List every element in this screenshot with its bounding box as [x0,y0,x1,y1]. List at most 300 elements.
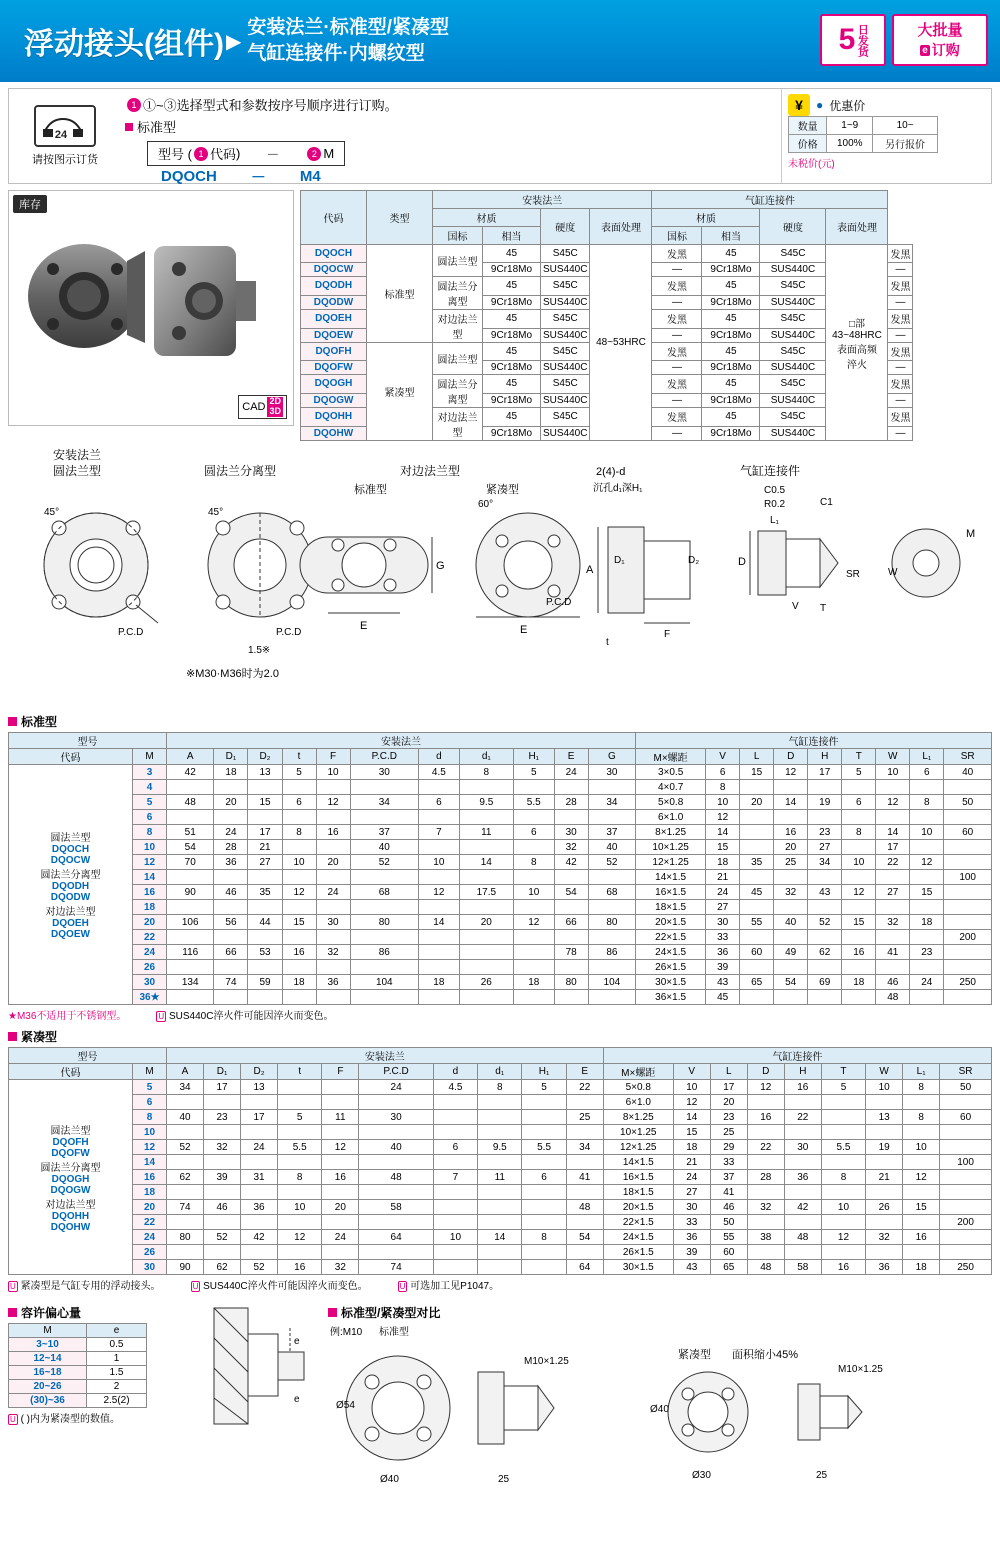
std-col-T: T [842,749,876,765]
spec-cell-D [774,900,808,915]
spec-cell-F: 16 [316,825,350,840]
spec-cell-d [419,945,460,960]
comp-note-1: 紧凑型是气缸专用的浮动接头。 [20,1281,161,1292]
spec-cell-D2 [248,780,282,795]
m-size-cell: 26 [133,960,167,975]
spec-cell-G [588,960,635,975]
f-surf: — [652,328,702,342]
spec-cell-D1: 52 [204,1230,241,1245]
spec-cell-d1 [459,945,513,960]
spec-cell-mp: 12×1.25 [603,1140,673,1155]
spec-cell-H1: 10 [513,885,554,900]
comp-table-body [9,1080,992,1275]
comp-col-W: W [866,1064,903,1080]
spec-cell-pcd: 80 [350,915,418,930]
spec-cell-mp: 10×1.25 [603,1125,673,1140]
spec-cell-d: 14 [419,915,460,930]
spec-cell-mp: 22×1.5 [636,930,706,945]
spec-cell-F [316,930,350,945]
order-step-line [125,95,777,114]
spec-cell-A: 34 [167,1080,204,1095]
f-surf: — [652,263,702,277]
spec-cell-t: 16 [282,945,316,960]
spec-cell-W: 32 [876,915,910,930]
spec-cell-A: 90 [167,885,214,900]
f-gb: 45 [483,245,541,263]
tol-e-cell: 1.5 [87,1366,147,1380]
spec-cell-A [167,1155,204,1170]
spec-cell-t [282,960,316,975]
std-col-W: W [876,749,910,765]
svg-text:E: E [520,624,528,636]
m-size-cell: 20 [133,1200,167,1215]
compact-notes [8,1277,992,1292]
spec-cell-V: 6 [706,765,740,780]
spec-cell-F: 11 [322,1110,359,1125]
spec-cell-H1 [513,960,554,975]
drawings-svg [8,445,992,707]
spec-cell-W: 22 [876,855,910,870]
spec-cell-d1 [459,870,513,885]
std-col-d: d [419,749,460,765]
m-size-cell: 36★ [133,990,167,1005]
m-size-cell: 4 [133,780,167,795]
spec-cell-D2 [248,870,282,885]
product-photo [8,190,294,426]
spec-cell-H1: 8 [513,855,554,870]
spec-cell-L: 55 [710,1230,747,1245]
svg-text:45°: 45° [208,507,224,518]
spec-cell-SR: 250 [940,1260,992,1275]
spec-cell-W [876,960,910,975]
type-shape: 对边法兰型 [433,408,483,441]
cad-badge[interactable] [238,395,287,419]
spec-cell-D [747,1215,784,1230]
c-gb: 45 [702,375,760,394]
comp-col-H: H [784,1064,821,1080]
spec-cell-F: 16 [322,1170,359,1185]
spec-cell-D: 49 [774,945,808,960]
spec-cell-t: 5 [282,765,316,780]
spec-cell-A [167,960,214,975]
std-table-body [9,765,992,1005]
f-eq: SUS440C [541,393,590,407]
spec-cell-A [167,990,214,1005]
std-col-H: H [808,749,842,765]
table-row [9,1080,992,1095]
spec-cell-SR: 100 [940,1155,992,1170]
svg-text:M10×1.25: M10×1.25 [838,1364,883,1375]
spec-cell-G [588,990,635,1005]
spec-cell-F [316,840,350,855]
spec-cell-D: 16 [774,825,808,840]
price-qty-v1: 1~9 [827,117,873,135]
spec-cell-E: 28 [554,795,588,810]
spec-cell-G: 68 [588,885,635,900]
spec-cell-pcd: 34 [350,795,418,810]
spec-cell-mp: 10×1.25 [636,840,706,855]
model-name-line: 对边法兰型 [45,1199,96,1211]
spec-cell-L: 46 [710,1200,747,1215]
comp-note-2: SUS440C淬火件可能因淬火而变色。 [203,1281,368,1292]
spec-cell-mp: 5×0.8 [636,795,706,810]
spec-cell-D1: 18 [214,765,248,780]
svg-text:F: F [664,629,671,640]
order-standard-line [125,117,777,136]
spec-cell-d: 12 [419,885,460,900]
std-col-D: D [774,749,808,765]
spec-cell-E [554,810,588,825]
spec-cell-D2 [248,990,282,1005]
spec-cell-L [740,810,774,825]
spec-cell-D2: 17 [248,825,282,840]
page-title: 浮动接头(组件) [24,28,224,61]
spec-cell-pcd [350,780,418,795]
spec-cell-H: 30 [784,1140,821,1155]
svg-text:M: M [966,528,976,540]
bullet-square-icon [8,1032,17,1041]
f-surf: — [652,393,702,407]
type-code: DQODH [301,277,367,296]
spec-cell-mp: 30×1.5 [636,975,706,990]
spec-cell-d: 10 [433,1230,477,1245]
price-price-v1: 100% [827,135,873,153]
f-gb: 9Cr18Mo [483,328,541,342]
spec-cell-SR [944,915,992,930]
spec-cell-pcd [350,810,418,825]
comp-col-D2: D₂ [241,1064,278,1080]
c-surf: 发黑 [888,245,913,263]
spec-cell-H: 17 [808,765,842,780]
spec-cell-mp: 8×1.25 [636,825,706,840]
type-code: DQOFW [301,361,367,375]
page-header [0,0,1000,82]
table-row [9,795,992,810]
m-size-cell: 10 [133,1125,167,1140]
f-surf: — [652,361,702,375]
f-surf: 发黑 [652,375,702,394]
spec-cell-H: 27 [808,840,842,855]
spec-cell-D2 [248,930,282,945]
spec-cell-E: 24 [554,765,588,780]
spec-cell-F [316,810,350,825]
std-note-1: ★M36不适用于不锈钢型。 [8,1011,127,1022]
yen-icon: ¥ [788,94,810,116]
compact-section-title [8,1028,1000,1045]
f-gb: 45 [483,310,541,329]
m-size-cell: 16 [133,1170,167,1185]
spec-cell-SR: 60 [940,1110,992,1125]
spec-cell-H1 [522,1200,566,1215]
std-th-flange: 安装法兰 [167,733,636,749]
standard-section-title [8,713,1000,730]
compare-title-text: 标准型/紧凑型对比 [341,1306,441,1320]
spec-cell-d [419,990,460,1005]
spec-cell-D1: 28 [214,840,248,855]
spec-cell-A: 54 [167,840,214,855]
spec-cell-SR [944,900,992,915]
spec-cell-L1: 15 [910,885,944,900]
spec-cell-D1 [214,900,248,915]
spec-cell-D [747,1155,784,1170]
spec-cell-L: 29 [710,1140,747,1155]
spec-cell-T: 5.5 [821,1140,865,1155]
table-row [9,765,992,780]
spec-cell-pcd: 104 [350,975,418,990]
price-block: ¥ ● 优惠价 数量 1~9 10~ 价格 100% 另行报价 未税价(元) [781,89,991,183]
spec-cell-pcd: 64 [359,1230,433,1245]
spec-cell-d1: 8 [459,765,513,780]
comp-col-H1: H₁ [522,1064,566,1080]
c-surf: 发黑 [888,277,913,296]
spec-cell-V: 10 [706,795,740,810]
spec-cell-H1 [513,870,554,885]
c-eq: S45C [760,277,826,296]
spec-cell-d [433,1155,477,1170]
spec-cell-t: 12 [282,885,316,900]
c-surf: — [888,263,913,277]
table-row [9,945,992,960]
spec-cell-d1: 8 [478,1080,522,1095]
spec-cell-L1: 16 [903,1230,940,1245]
spec-cell-L [740,870,774,885]
spec-cell-D1 [204,1245,241,1260]
price-row-price [789,135,938,153]
spec-cell-D1 [214,990,248,1005]
spec-cell-SR: 250 [944,975,992,990]
spec-cell-H: 48 [784,1230,821,1245]
spec-cell-F: 32 [316,945,350,960]
spec-cell-G: 30 [588,765,635,780]
spec-cell-A [167,810,214,825]
spec-cell-H: 43 [808,885,842,900]
svg-text:E: E [360,620,368,632]
tol-e-cell: 2 [87,1380,147,1394]
m-size-cell: 20 [133,915,167,930]
spec-cell-d [419,900,460,915]
spec-cell-D1: 46 [214,885,248,900]
comp-th-model: 型号 [9,1048,167,1064]
spec-cell-T: 16 [842,945,876,960]
c-surf: 发黑 [888,375,913,394]
spec-cell-t [282,780,316,795]
spec-cell-D1: 46 [204,1200,241,1215]
spec-cell-L1: 23 [910,945,944,960]
spec-cell-T: 6 [842,795,876,810]
spec-cell-H [784,1095,821,1110]
spec-cell-F [322,1215,359,1230]
spec-cell-D1: 17 [204,1080,241,1095]
model-example-dash: － [250,169,266,186]
spec-cell-H1: 5 [513,765,554,780]
c-gb: 9Cr18Mo [702,426,760,440]
model-name-line: 圆法兰分离型 [40,1162,101,1174]
c-gb: 9Cr18Mo [702,328,760,342]
svg-text:t: t [606,637,609,648]
spec-cell-H1: 5 [522,1080,566,1095]
spec-cell-L1: 8 [903,1110,940,1125]
spec-cell-D2: 53 [248,945,282,960]
spec-cell-A [167,1215,204,1230]
spec-cell-pcd: 24 [359,1080,433,1095]
spec-cell-mp: 20×1.5 [603,1200,673,1215]
table-row [9,1155,992,1170]
f-eq: S45C [541,408,590,427]
spec-cell-V: 33 [673,1215,710,1230]
spec-cell-A [167,930,214,945]
spec-cell-D [747,1185,784,1200]
model-format-box [147,141,345,166]
spec-cell-L1: 10 [903,1140,940,1155]
spec-cell-T: 12 [842,885,876,900]
model-name-line: DQOEH [52,918,89,929]
spec-cell-D2: 27 [248,855,282,870]
m-size-cell: 3 [133,765,167,780]
spec-cell-T [842,990,876,1005]
spec-cell-SR [944,840,992,855]
spec-cell-d: 6 [419,795,460,810]
standard-spec-table [8,732,992,1005]
spec-cell-L: 25 [710,1125,747,1140]
spec-cell-d [433,1200,477,1215]
spec-cell-H [784,1155,821,1170]
spec-cell-D1 [214,780,248,795]
spec-cell-W: 10 [866,1080,903,1095]
spec-cell-V: 39 [706,960,740,975]
spec-cell-W: 26 [866,1200,903,1215]
spec-cell-E: 30 [554,825,588,840]
spec-cell-D1: 24 [214,825,248,840]
tol-m-cell: 16~18 [9,1366,87,1380]
spec-cell-W [866,1185,903,1200]
spec-cell-F: 24 [322,1230,359,1245]
c-eq: SUS440C [760,361,826,375]
tol-e-cell: 1 [87,1352,147,1366]
spec-cell-W [876,780,910,795]
spec-cell-d1 [459,840,513,855]
table-row [9,960,992,975]
std-col-D1: D₁ [214,749,248,765]
spec-cell-D1 [214,930,248,945]
table-row [9,870,992,885]
spec-cell-mp: 18×1.5 [603,1185,673,1200]
spec-cell-F [322,1185,359,1200]
spec-cell-F [322,1080,359,1095]
spec-cell-E: 78 [554,945,588,960]
spec-cell-pcd [359,1155,433,1170]
c-gb: 45 [702,343,760,361]
svg-text:SR: SR [846,569,860,580]
spec-cell-A: 62 [167,1170,204,1185]
spec-cell-d1 [459,780,513,795]
spec-cell-D1 [204,1155,241,1170]
type-table [300,190,913,441]
spec-cell-D: 25 [774,855,808,870]
spec-cell-D1 [204,1125,241,1140]
spec-cell-H1 [513,930,554,945]
spec-cell-t [282,930,316,945]
std-col-d1: d₁ [459,749,513,765]
standard-title-text: 标准型 [21,715,58,729]
svg-text:气缸连接件: 气缸连接件 [740,464,801,478]
spec-cell-H [784,1185,821,1200]
f-gb: 9Cr18Mo [483,295,541,309]
badge-bulk-line2 [898,40,982,60]
type-code: DQOEW [301,328,367,342]
tol-header [9,1324,147,1338]
c-surf: — [888,426,913,440]
type-table-header-row-1 [301,191,913,209]
spec-cell-T: 5 [821,1080,865,1095]
model-name-line: DQOCW [50,855,91,866]
spec-cell-mp: 24×1.5 [636,945,706,960]
spec-cell-D1: 23 [204,1110,241,1125]
spec-cell-V: 36 [673,1230,710,1245]
std-col-F: F [316,749,350,765]
spec-cell-E [554,780,588,795]
spec-cell-H: 23 [808,825,842,840]
header-subtitle-2: 气缸连接件·内螺纹型 [247,43,425,64]
spec-cell-D1: 66 [214,945,248,960]
spec-cell-E [554,870,588,885]
spec-cell-F: 24 [316,885,350,900]
spec-cell-L1 [903,1215,940,1230]
spec-cell-T [821,1125,865,1140]
spec-cell-D [774,930,808,945]
spec-cell-D1 [204,1215,241,1230]
spec-cell-H [808,960,842,975]
spec-cell-G: 34 [588,795,635,810]
spec-cell-F [322,1155,359,1170]
spec-cell-W [866,1155,903,1170]
th-cyl-material: 材质 [652,209,760,227]
spec-cell-V: 14 [673,1110,710,1125]
spec-cell-d1: 11 [459,825,513,840]
spec-cell-D2: 42 [241,1230,278,1245]
spec-cell-E [554,960,588,975]
spec-cell-A [167,780,214,795]
spec-cell-d1 [478,1185,522,1200]
spec-cell-t [278,1080,322,1095]
c-eq: SUS440C [760,393,826,407]
spec-cell-H [784,1125,821,1140]
spec-cell-mp: 16×1.5 [603,1170,673,1185]
svg-text:45°: 45° [44,507,60,518]
f-eq: S45C [541,375,590,394]
c-surf: — [888,393,913,407]
spec-cell-E: 80 [554,975,588,990]
spec-cell-D: 12 [774,765,808,780]
spec-cell-L [740,990,774,1005]
spec-cell-E [566,1185,603,1200]
spec-cell-D2 [248,960,282,975]
m-size-cell: 14 [133,870,167,885]
m-size-cell: 8 [133,825,167,840]
table-row [9,1170,992,1185]
spec-cell-H1 [522,1185,566,1200]
std-col-t: t [282,749,316,765]
spec-cell-L: 55 [740,915,774,930]
spec-cell-L1: 6 [910,765,944,780]
cad-3d-label: 3D [269,406,281,417]
th-flange: 安装法兰 [433,191,652,209]
spec-cell-L1 [910,900,944,915]
step-1-icon: 1 [127,98,141,112]
spec-cell-E: 25 [566,1110,603,1125]
cyl-h-l3: 表面高频 [836,344,877,356]
table-row [9,1245,992,1260]
comp-header-row-2 [9,1064,992,1080]
